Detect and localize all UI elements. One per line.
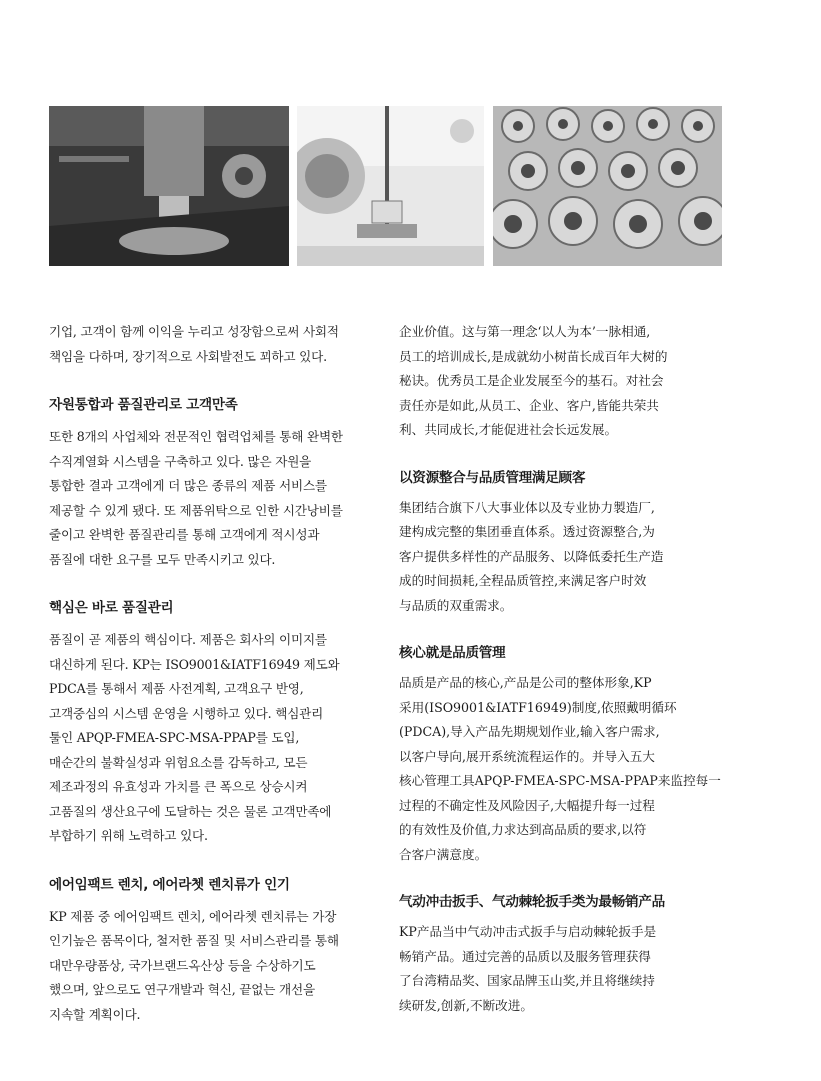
section-body: 품질이 곧 제품의 핵심이다. 제품은 회사의 이미지를 대신하게 된다. KP는 ISO9001&IATF16949 제도와 PDCA를 통해서 제품 사전계획, 고객요구 반영, 고객중심의 시스템 운영을 시행하고 있다. 핵심관리 툴인 APQP-FMEA-SPC-MSA-PPAP를 도입, 매순간의 불확실성과 위험요소를 감독하고, 모든 제조과정의 유효성과 가치를 큰 폭으로 상승시켜 고품질의 생산요구에 도달하는 것은 물론 고객만족에 부합하기 위해 노력하고 있다. bbox=[49, 632, 340, 843]
photo-gear-parts bbox=[493, 106, 722, 266]
korean-column bbox=[49, 320, 379, 1027]
korean-intro-text: 기업, 고객이 함께 이익을 누리고 성장함으로써 사회적 책임을 다하며, 장기적으로 사회발전도 꾀하고 있다. bbox=[49, 324, 339, 364]
section-body: 集团结合旗下八大事业体以及专业协力製造厂, 建构成完整的集团垂直体系。透过资源整合,为 客户提供多样性的产品服务、以降低委托生产造 成的时间损耗,全程品质管控,来满足客户时效 与品质的双重需求。 bbox=[399, 499, 664, 613]
chinese-section-quality bbox=[399, 643, 734, 867]
chinese-intro-section bbox=[399, 320, 734, 443]
korean-section-products bbox=[49, 875, 379, 1028]
korean-section-resource bbox=[49, 395, 379, 572]
section-heading: 자원통합과 품질관리로 고객만족 bbox=[49, 397, 238, 413]
chinese-intro-text: 企业价值。这与第一理念‘以人为本’一脉相通, 员工的培训成长,是成就幼小树苗长成百年大树的 秘诀。优秀员工是企业发展至今的基石。对社会 责任亦是如此,从员工、企业、客户,皆能共荣共 利、共同成长,才能促进社会长远发展。 bbox=[399, 324, 668, 437]
photo-cnc-machining bbox=[49, 106, 289, 266]
section-body: 品质是产品的核心,产品是公司的整体形象,KP 采用(ISO9001&IATF16949)制度,依照戴明循环 (PDCA),导入产品先期规划作业,输入客户需求, 以客户导向,展开系统流程运作的。并导入五大 核心管理工具APQP-FMEA-SPC-MSA-PPAP来监控每一 过程的不确定性及风险因子,大幅提升每一过程 的有效性及价值,力求达到高品质的要求,以符 合客户满意度。 bbox=[399, 675, 721, 862]
section-heading: 核心就是品质管理 bbox=[399, 645, 506, 661]
section-heading: 에어임팩트 렌치, 에어라쳇 렌치류가 인기 bbox=[49, 876, 290, 893]
section-heading: 气动冲击扳手、气动棘轮扳手类为最畅销产品 bbox=[399, 894, 665, 910]
photo-measuring-probe bbox=[297, 106, 484, 266]
chinese-section-products bbox=[399, 892, 734, 1018]
section-body: 또한 8개의 사업체와 전문적인 협력업체를 통해 완벽한 수직계열화 시스템을 구축하고 있다. 많은 자원을 통합한 결과 고객에게 더 많은 종류의 제품 서비스를 제공할 수 있게 됐다. 또 제품위탁으로 인한 시간낭비를 줄이고 완벽한 품질관리를 통해 고객에게 적시성과 품질에 대한 요구를 모두 만족시키고 있다. bbox=[49, 429, 343, 567]
korean-intro-section bbox=[49, 320, 379, 369]
section-heading: 핵심은 바로 품질관리 bbox=[49, 600, 174, 616]
section-body: KP 제품 중 에어임팩트 렌치, 에어라쳇 렌치류는 가장 인기높은 품목이다, 철저한 품질 및 서비스관리를 통해 대만우량품상, 국가브랜드옥산상 등을 수상하기도 했으며, 앞으로도 연구개발과 혁신, 끝없는 개선을 지속할 계획이다. bbox=[49, 908, 339, 1022]
section-heading: 以资源整合与品质管理满足顾客 bbox=[399, 469, 586, 486]
chinese-column bbox=[399, 320, 734, 1018]
chinese-section-resource bbox=[399, 468, 734, 619]
section-body: KP产品当中气动冲击式扳手与启动棘轮扳手是 畅销产品。通过完善的品质以及服务管理获得 了台湾精品奖、国家品牌玉山奖,并且将继续持 续研发,创新,不断改进。 bbox=[399, 924, 657, 1013]
korean-section-quality bbox=[49, 598, 379, 849]
